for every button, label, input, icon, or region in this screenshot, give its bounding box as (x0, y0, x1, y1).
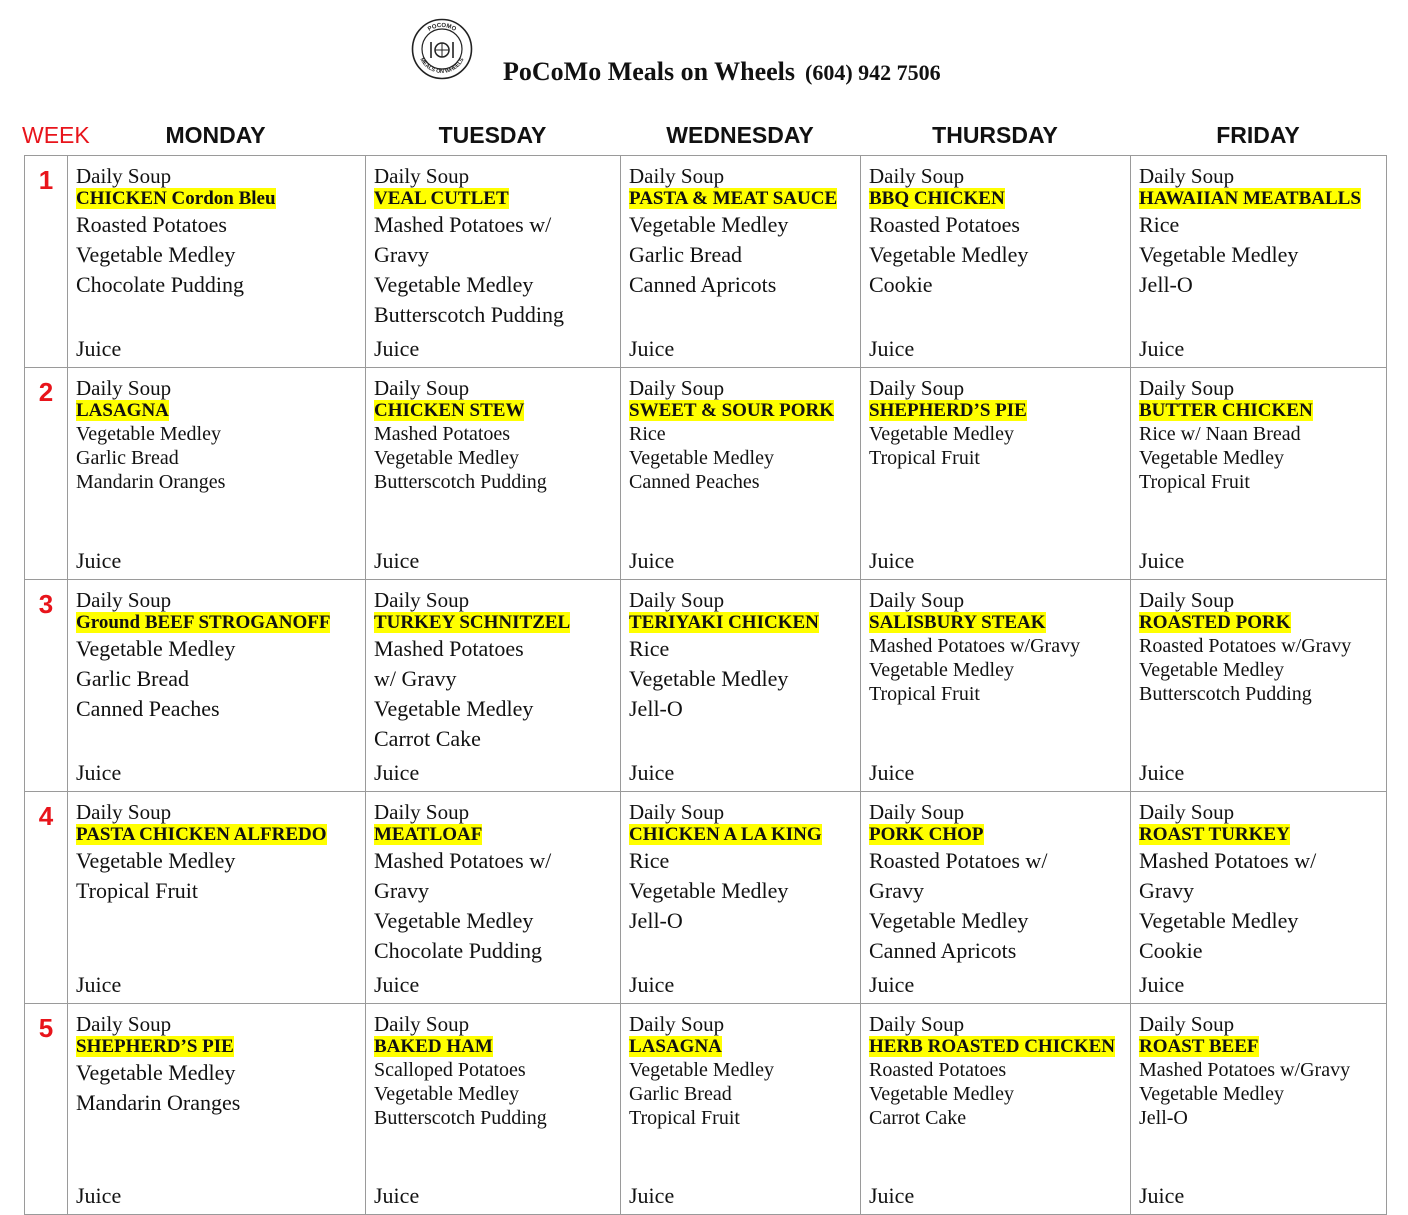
week-number-cell (25, 156, 68, 368)
menu-cell-tuesday (366, 368, 621, 580)
menu-cell-tuesday (366, 1004, 621, 1215)
side-item: Tropical Fruit (1139, 471, 1250, 493)
side-item: Vegetable Medley (76, 1060, 236, 1085)
main-dish-highlight: SWEET & SOUR PORK (629, 400, 834, 421)
side-item: Gravy (1139, 878, 1194, 903)
side-item: Mashed Potatoes w/Gravy (869, 635, 1081, 657)
main-dish-highlight: BBQ CHICKEN (869, 188, 1005, 209)
juice-item: Juice (1139, 548, 1185, 573)
main-dish (869, 188, 1130, 210)
side-item: Roasted Potatoes (869, 212, 1020, 237)
main-dish-highlight: HERB ROASTED CHICKEN (869, 1036, 1115, 1057)
daily-soup: Daily Soup (869, 588, 965, 612)
menu-cell-friday (1131, 1004, 1387, 1215)
week-number: 1 (38, 165, 54, 195)
side-item: Rice w/ Naan Bread (1139, 423, 1301, 445)
side-item: Rice (629, 423, 666, 445)
week-number-cell (25, 368, 68, 580)
main-dish-highlight: MEATLOAF (374, 824, 483, 845)
side-item: Vegetable Medley (76, 848, 236, 873)
main-dish (629, 188, 860, 210)
main-dish (629, 824, 860, 846)
daily-soup: Daily Soup (374, 1012, 470, 1036)
side-item: Vegetable Medley (374, 908, 534, 933)
side-item: Canned Apricots (869, 938, 1017, 963)
main-dish-highlight: HAWAIIAN MEATBALLS (1139, 188, 1361, 209)
side-item: Mashed Potatoes w/ (374, 212, 552, 237)
day-header-thursday: THURSDAY (932, 122, 1058, 148)
side-item: Jell-O (1139, 1107, 1188, 1129)
daily-soup: Daily Soup (76, 164, 172, 188)
juice-item: Juice (629, 1183, 675, 1208)
org-name: PoCoMo Meals on Wheels (503, 57, 795, 86)
side-item: Vegetable Medley (869, 242, 1029, 267)
daily-soup: Daily Soup (374, 588, 470, 612)
juice-item: Juice (374, 1183, 420, 1208)
menu-cell-wednesday (621, 792, 861, 1004)
svg-text:MEALS ON WHEELS: MEALS ON WHEELS (418, 57, 466, 75)
pocomo-logo (411, 18, 473, 80)
side-item: Jell-O (1139, 272, 1193, 297)
daily-soup: Daily Soup (76, 588, 172, 612)
side-item: Vegetable Medley (1139, 242, 1299, 267)
main-dish-highlight: PORK CHOP (869, 824, 984, 845)
menu-cell-wednesday (621, 580, 861, 792)
main-dish-highlight: SALISBURY STEAK (869, 612, 1046, 633)
main-dish-highlight: TURKEY SCHNITZEL (374, 612, 571, 633)
menu-cell-friday (1131, 580, 1387, 792)
juice-item: Juice (869, 760, 915, 785)
juice-item: Juice (1139, 972, 1185, 997)
side-item: Canned Apricots (629, 272, 777, 297)
daily-soup: Daily Soup (1139, 800, 1235, 824)
side-item: Vegetable Medley (374, 447, 519, 469)
main-dish (76, 1036, 365, 1058)
main-dish-highlight: ROAST TURKEY (1139, 824, 1290, 845)
juice-item: Juice (1139, 336, 1185, 361)
side-item: Mashed Potatoes w/ (1139, 848, 1317, 873)
day-header-tuesday: TUESDAY (438, 122, 547, 148)
side-item: Roasted Potatoes w/ (869, 848, 1048, 873)
daily-soup: Daily Soup (374, 800, 470, 824)
week-number: 3 (38, 589, 54, 619)
daily-soup: Daily Soup (1139, 1012, 1235, 1036)
main-dish-highlight: CHICKEN STEW (374, 400, 525, 421)
main-dish (374, 188, 620, 210)
week-number: 5 (38, 1013, 54, 1043)
daily-soup: Daily Soup (1139, 588, 1235, 612)
side-item: Scalloped Potatoes (374, 1059, 526, 1081)
side-item: Vegetable Medley (869, 423, 1014, 445)
side-item: Vegetable Medley (869, 659, 1014, 681)
week-number-cell (25, 792, 68, 1004)
side-item: Garlic Bread (629, 1083, 732, 1105)
main-dish (869, 1036, 1130, 1058)
side-item: Gravy (374, 878, 429, 903)
main-dish (869, 612, 1130, 634)
week-row (25, 368, 1387, 580)
juice-item: Juice (374, 336, 420, 361)
main-dish (629, 1036, 860, 1058)
daily-soup: Daily Soup (869, 800, 965, 824)
juice-item: Juice (76, 548, 122, 573)
side-item: Vegetable Medley (629, 878, 789, 903)
side-item: Vegetable Medley (869, 908, 1029, 933)
daily-soup: Daily Soup (629, 588, 725, 612)
side-item: Roasted Potatoes w/Gravy (1139, 635, 1352, 657)
side-item: Carrot Cake (869, 1107, 967, 1129)
side-item: Canned Peaches (76, 696, 220, 721)
juice-item: Juice (869, 972, 915, 997)
side-item: Vegetable Medley (374, 1083, 519, 1105)
menu-cell-friday (1131, 156, 1387, 368)
side-item: Rice (629, 848, 670, 873)
main-dish (1139, 824, 1386, 846)
side-item: Tropical Fruit (629, 1107, 740, 1129)
daily-soup: Daily Soup (1139, 164, 1235, 188)
main-dish-highlight: LASAGNA (76, 400, 169, 421)
daily-soup: Daily Soup (869, 164, 965, 188)
side-item: Butterscotch Pudding (374, 471, 547, 493)
side-item: Mashed Potatoes (374, 636, 524, 661)
main-dish-highlight: CHICKEN A LA KING (629, 824, 822, 845)
main-dish (76, 612, 365, 634)
main-dish-highlight: CHICKEN Cordon Bleu (76, 188, 276, 209)
menu-cell-wednesday (621, 1004, 861, 1215)
side-item: Mashed Potatoes w/ (374, 848, 552, 873)
juice-item: Juice (629, 548, 675, 573)
main-dish-highlight: TERIYAKI CHICKEN (629, 612, 819, 633)
menu-cell-tuesday (366, 792, 621, 1004)
week-number: 4 (38, 801, 54, 831)
main-dish (1139, 188, 1386, 210)
side-item: Vegetable Medley (629, 666, 789, 691)
daily-soup: Daily Soup (1139, 376, 1235, 400)
side-item: Roasted Potatoes (76, 212, 227, 237)
main-dish-highlight: ROASTED PORK (1139, 612, 1291, 633)
main-dish (374, 400, 620, 422)
juice-item: Juice (76, 336, 122, 361)
week-column-header: WEEK (22, 122, 90, 148)
day-header-monday: MONDAY (165, 122, 266, 148)
side-item: Jell-O (629, 908, 683, 933)
side-item: Cookie (1139, 938, 1203, 963)
juice-item: Juice (374, 760, 420, 785)
daily-soup: Daily Soup (374, 376, 470, 400)
side-item: Vegetable Medley (1139, 1083, 1284, 1105)
daily-soup: Daily Soup (629, 164, 725, 188)
juice-item: Juice (629, 972, 675, 997)
side-item: Mashed Potatoes (374, 423, 511, 445)
side-item: Vegetable Medley (1139, 908, 1299, 933)
main-dish (1139, 400, 1386, 422)
side-item: Vegetable Medley (869, 1083, 1014, 1105)
main-dish-highlight: LASAGNA (629, 1036, 722, 1057)
side-item: Tropical Fruit (869, 683, 980, 705)
menu-cell-monday (68, 156, 366, 368)
main-dish (374, 1036, 620, 1058)
main-dish (869, 824, 1130, 846)
main-dish-highlight: SHEPHERD’S PIE (869, 400, 1027, 421)
juice-item: Juice (1139, 1183, 1185, 1208)
menu-cell-tuesday (366, 156, 621, 368)
main-dish-highlight: PASTA & MEAT SAUCE (629, 188, 838, 209)
week-row (25, 580, 1387, 792)
side-item: Vegetable Medley (374, 272, 534, 297)
menu-cell-tuesday (366, 580, 621, 792)
main-dish (869, 400, 1130, 422)
juice-item: Juice (869, 336, 915, 361)
side-item: Garlic Bread (629, 242, 742, 267)
phone-number: (604) 942 7506 (805, 60, 941, 85)
menu-cell-monday (68, 792, 366, 1004)
menu-cell-friday (1131, 792, 1387, 1004)
main-dish-highlight: ROAST BEEF (1139, 1036, 1259, 1057)
juice-item: Juice (76, 1183, 122, 1208)
meal-schedule-table (24, 155, 1387, 1215)
side-item: Butterscotch Pudding (1139, 683, 1312, 705)
side-item: Vegetable Medley (76, 242, 236, 267)
side-item: Mandarin Oranges (76, 1090, 241, 1115)
side-item: Vegetable Medley (1139, 659, 1284, 681)
side-item: Mashed Potatoes w/Gravy (1139, 1059, 1351, 1081)
main-dish (629, 400, 860, 422)
side-item: Garlic Bread (76, 447, 179, 469)
side-item: Vegetable Medley (629, 447, 774, 469)
side-item: Canned Peaches (629, 471, 760, 493)
juice-item: Juice (374, 548, 420, 573)
side-item: Roasted Potatoes (869, 1059, 1007, 1081)
side-item: Tropical Fruit (869, 447, 980, 469)
menu-cell-thursday (861, 580, 1131, 792)
menu-cell-thursday (861, 792, 1131, 1004)
main-dish (374, 612, 620, 634)
day-header-wednesday: WEDNESDAY (666, 122, 814, 148)
main-dish (76, 188, 365, 210)
daily-soup: Daily Soup (869, 376, 965, 400)
side-item: Vegetable Medley (76, 423, 221, 445)
main-dish-highlight: BUTTER CHICKEN (1139, 400, 1313, 421)
side-item: Jell-O (629, 696, 683, 721)
week-number: 2 (38, 377, 54, 407)
week-row (25, 792, 1387, 1004)
daily-soup: Daily Soup (76, 376, 172, 400)
week-number-cell (25, 580, 68, 792)
menu-cell-monday (68, 368, 366, 580)
side-item: w/ Gravy (374, 666, 457, 691)
juice-item: Juice (76, 972, 122, 997)
side-item: Carrot Cake (374, 726, 481, 751)
main-dish (374, 824, 620, 846)
side-item: Chocolate Pudding (76, 272, 245, 297)
week-row (25, 156, 1387, 368)
daily-soup: Daily Soup (76, 800, 172, 824)
juice-item: Juice (869, 1183, 915, 1208)
main-dish-highlight: VEAL CUTLET (374, 188, 509, 209)
main-dish (629, 612, 860, 634)
juice-item: Juice (374, 972, 420, 997)
side-item: Vegetable Medley (76, 636, 236, 661)
menu-cell-monday (68, 580, 366, 792)
side-item: Gravy (869, 878, 924, 903)
side-item: Vegetable Medley (629, 212, 789, 237)
daily-soup: Daily Soup (629, 1012, 725, 1036)
day-header-friday: FRIDAY (1216, 122, 1300, 148)
juice-item: Juice (629, 760, 675, 785)
main-dish (1139, 1036, 1386, 1058)
daily-soup: Daily Soup (76, 1012, 172, 1036)
side-item: Vegetable Medley (1139, 447, 1284, 469)
menu-cell-wednesday (621, 156, 861, 368)
main-dish (76, 400, 365, 422)
side-item: Tropical Fruit (76, 878, 199, 903)
side-item: Rice (629, 636, 670, 661)
menu-cell-friday (1131, 368, 1387, 580)
side-item: Butterscotch Pudding (374, 302, 565, 327)
main-dish-highlight: PASTA CHICKEN ALFREDO (76, 824, 327, 845)
main-dish (76, 824, 365, 846)
main-dish (1139, 612, 1386, 634)
side-item: Mandarin Oranges (76, 471, 226, 493)
menu-cell-thursday (861, 1004, 1131, 1215)
main-dish-highlight: BAKED HAM (374, 1036, 493, 1057)
juice-item: Juice (629, 336, 675, 361)
daily-soup: Daily Soup (374, 164, 470, 188)
side-item: Butterscotch Pudding (374, 1107, 547, 1129)
side-item: Garlic Bread (76, 666, 189, 691)
daily-soup: Daily Soup (869, 1012, 965, 1036)
side-item: Gravy (374, 242, 429, 267)
main-dish-highlight: SHEPHERD’S PIE (76, 1036, 234, 1057)
side-item: Chocolate Pudding (374, 938, 543, 963)
menu-cell-thursday (861, 156, 1131, 368)
week-row (25, 1004, 1387, 1215)
week-number-cell (25, 1004, 68, 1215)
side-item: Vegetable Medley (629, 1059, 774, 1081)
main-dish-highlight: Ground BEEF STROGANOFF (76, 612, 331, 633)
juice-item: Juice (869, 548, 915, 573)
menu-cell-thursday (861, 368, 1131, 580)
juice-item: Juice (1139, 760, 1185, 785)
menu-cell-wednesday (621, 368, 861, 580)
side-item: Cookie (869, 272, 933, 297)
side-item: Rice (1139, 212, 1180, 237)
page-title (503, 57, 941, 87)
daily-soup: Daily Soup (629, 376, 725, 400)
side-item: Vegetable Medley (374, 696, 534, 721)
daily-soup: Daily Soup (629, 800, 725, 824)
menu-cell-monday (68, 1004, 366, 1215)
juice-item: Juice (76, 760, 122, 785)
svg-text:POCOMO: POCOMO (427, 22, 457, 33)
